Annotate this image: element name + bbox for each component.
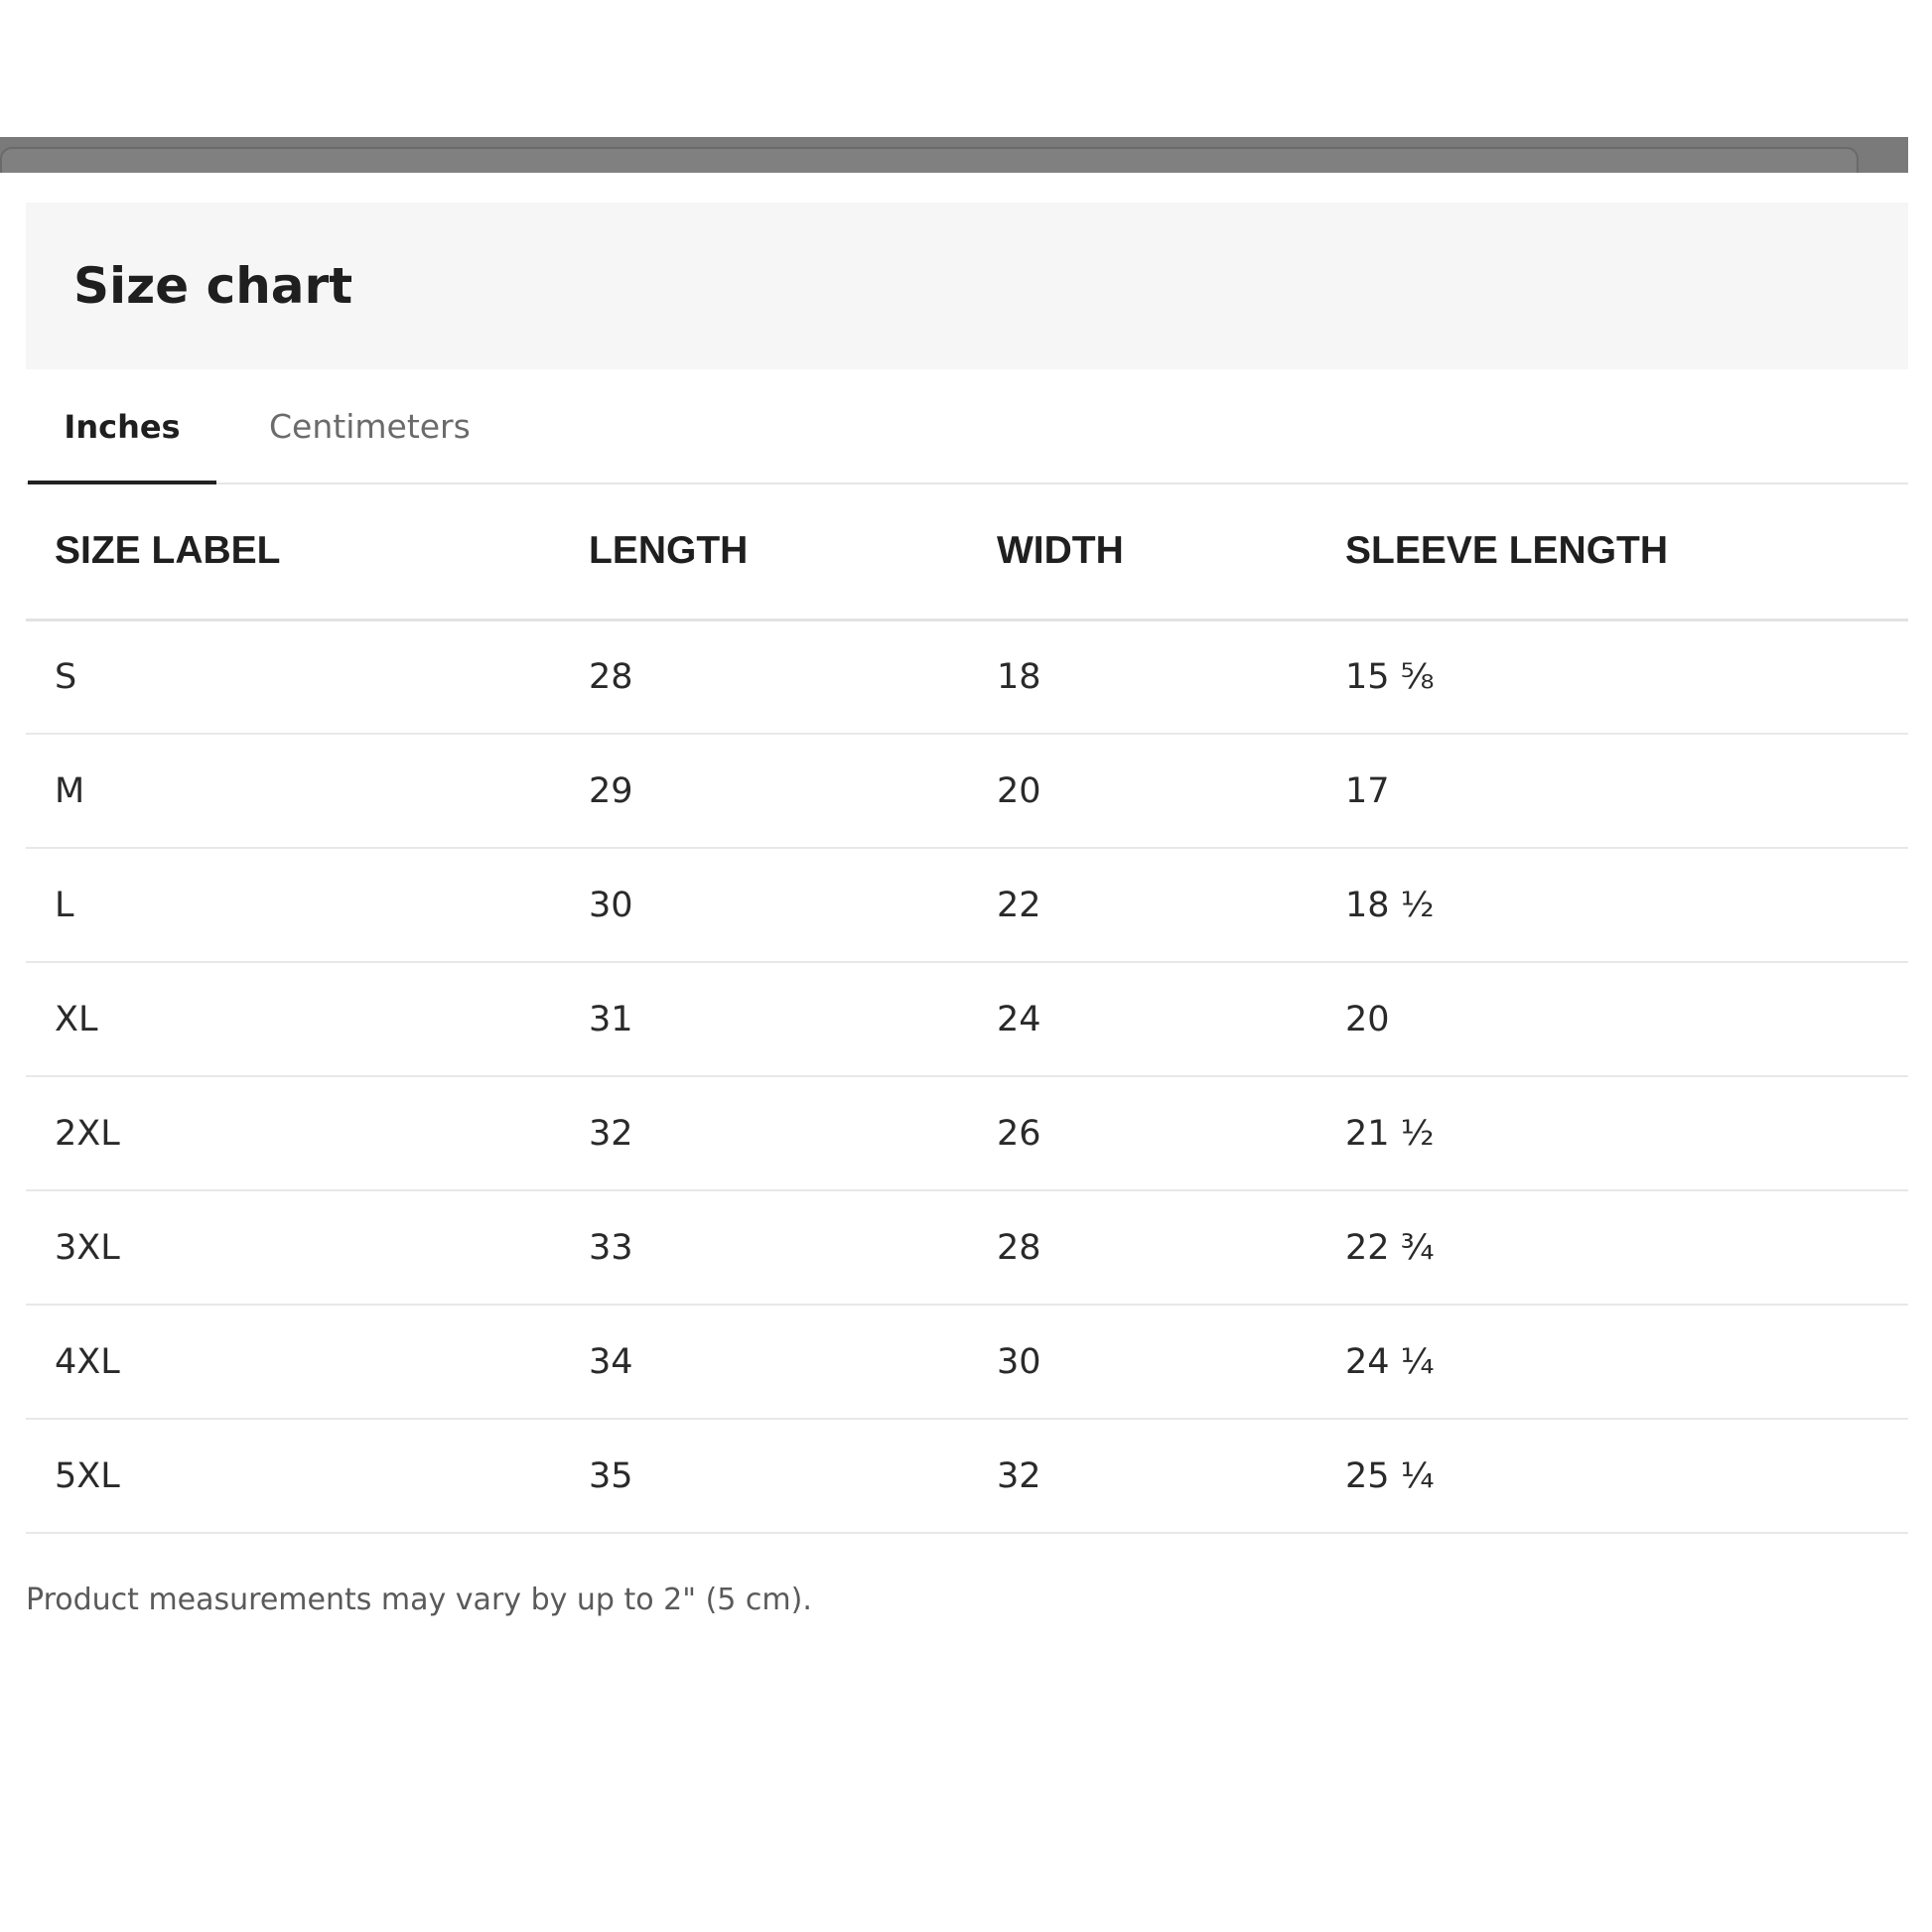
cell-sleeve-length: 24 ¼ xyxy=(1316,1305,1908,1419)
cell-size-label: 4XL xyxy=(26,1305,560,1419)
cell-length: 31 xyxy=(560,962,968,1076)
cell-size-label: 3XL xyxy=(26,1190,560,1305)
tab-centimeters[interactable]: Centimeters xyxy=(269,407,471,446)
cell-size-label: 2XL xyxy=(26,1076,560,1190)
column-header-size-label: SIZE LABEL xyxy=(26,484,560,620)
cell-length: 35 xyxy=(560,1419,968,1533)
cell-length: 33 xyxy=(560,1190,968,1305)
column-header-length: LENGTH xyxy=(560,484,968,620)
table-row xyxy=(26,1305,1908,1419)
table-row xyxy=(26,620,1908,734)
cell-width: 32 xyxy=(968,1419,1316,1533)
header-row xyxy=(26,484,1908,620)
cell-width: 18 xyxy=(968,620,1316,734)
cell-length: 28 xyxy=(560,620,968,734)
cell-length: 30 xyxy=(560,848,968,962)
table-row xyxy=(26,1419,1908,1533)
cell-width: 20 xyxy=(968,734,1316,848)
cell-size-label: L xyxy=(26,848,560,962)
cell-size-label: XL xyxy=(26,962,560,1076)
table-row xyxy=(26,1190,1908,1305)
cell-width: 22 xyxy=(968,848,1316,962)
cell-length: 29 xyxy=(560,734,968,848)
cell-sleeve-length: 15 ⅝ xyxy=(1316,620,1908,734)
size-table xyxy=(26,484,1908,1534)
cell-width: 30 xyxy=(968,1305,1316,1419)
cell-sleeve-length: 22 ¾ xyxy=(1316,1190,1908,1305)
cell-size-label: 5XL xyxy=(26,1419,560,1533)
cell-sleeve-length: 17 xyxy=(1316,734,1908,848)
cell-sleeve-length: 18 ½ xyxy=(1316,848,1908,962)
cell-size-label: S xyxy=(26,620,560,734)
cell-width: 28 xyxy=(968,1190,1316,1305)
size-table-header xyxy=(26,484,1908,620)
cell-width: 26 xyxy=(968,1076,1316,1190)
measurement-disclaimer: Product measurements may vary by up to 2" (5 cm). xyxy=(26,1583,812,1617)
tab-inches[interactable]: Inches xyxy=(28,369,216,484)
column-header-sleeve-length: SLEEVE LENGTH xyxy=(1316,484,1908,620)
cell-size-label: M xyxy=(26,734,560,848)
unit-tabs xyxy=(26,369,1908,484)
cell-sleeve-length: 20 xyxy=(1316,962,1908,1076)
size-table-body xyxy=(26,620,1908,1533)
cell-length: 34 xyxy=(560,1305,968,1419)
cell-sleeve-length: 25 ¼ xyxy=(1316,1419,1908,1533)
modal-title: Size chart xyxy=(73,257,353,315)
modal-header xyxy=(26,203,1908,369)
background-panel-edge xyxy=(0,147,1859,173)
table-row xyxy=(26,848,1908,962)
size-chart-modal xyxy=(0,173,1908,1932)
table-row xyxy=(26,1076,1908,1190)
column-header-width: WIDTH xyxy=(968,484,1316,620)
cell-length: 32 xyxy=(560,1076,968,1190)
cell-sleeve-length: 21 ½ xyxy=(1316,1076,1908,1190)
table-row xyxy=(26,734,1908,848)
table-row xyxy=(26,962,1908,1076)
cell-width: 24 xyxy=(968,962,1316,1076)
